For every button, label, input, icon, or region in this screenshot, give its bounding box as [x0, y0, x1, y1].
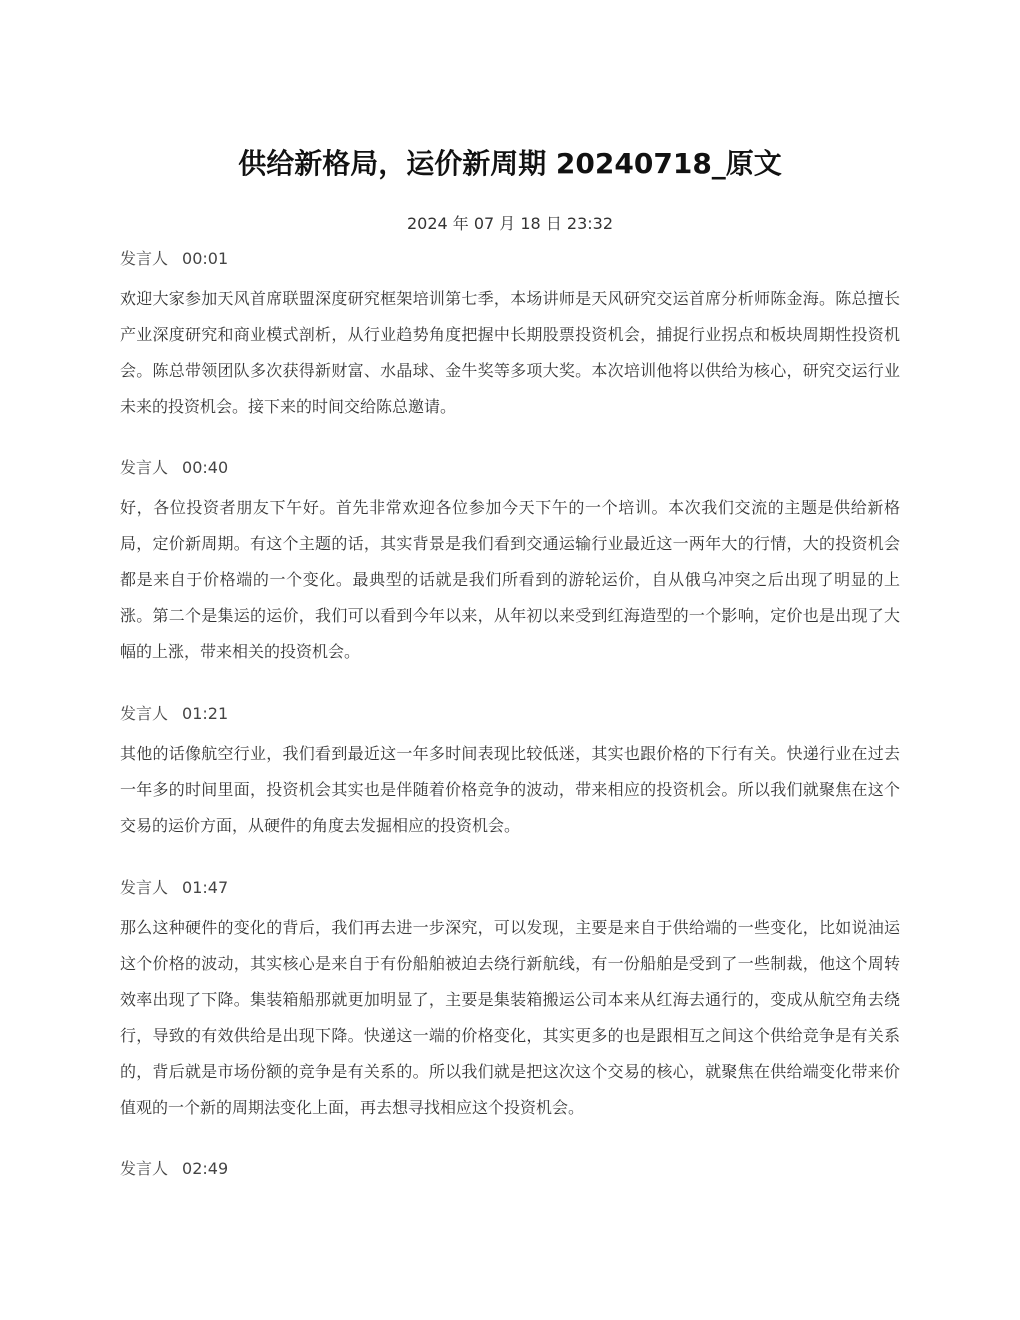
transcript-segment: [120, 876, 900, 1126]
transcript-segment: [120, 456, 900, 670]
document-date: 2024 年 07 月 18 日 23:32: [406, 214, 614, 233]
document-title: 供给新格局，运价新周期 20240718_原文: [238, 147, 782, 180]
speaker-line: [120, 1157, 900, 1181]
speaker-label: 发言人: [120, 1159, 169, 1178]
timestamp: 00:40: [182, 458, 229, 477]
timestamp: 01:47: [182, 878, 229, 897]
speaker-line: [120, 456, 900, 480]
transcript-paragraph: 那么这种硬件的变化的背后，我们再去进一步深究，可以发现，主要是来自于供给端的一些变化，比如说油运这个价格的波动，其实核心是来自于有份船舶被迫去绕行新航线，有一份船舶是受到了一些制裁，他这个周转效率出现了下降。集装箱船那就更加明显了，主要是集装箱搬运公司本来从红海去通行的，变成从航空角去绕行，导致的有效供给是出现下降。快递这一端的价格变化，其实更多的也是跟相互之间这个供给竞争是有关系的，背后就是市场份额的竞争是有关系的。所以我们就是把这次这个交易的核心，就聚焦在供给端变化带来价值观的一个新的周期法变化上面，再去想寻找相应这个投资机会。: [120, 918, 900, 1117]
speaker-line: [120, 247, 900, 271]
transcript-paragraph: 欢迎大家参加天风首席联盟深度研究框架培训第七季，本场讲师是天风研究交运首席分析师陈金海。陈总擅长产业深度研究和商业模式剖析，从行业趋势角度把握中长期股票投资机会，捕捉行业拐点和板块周期性投资机会。陈总带领团队多次获得新财富、水晶球、金牛奖等多项大奖。本次培训他将以供给为核心，研究交运行业未来的投资机会。接下来的时间交给陈总邀请。: [120, 289, 900, 416]
transcript-segment: [120, 1157, 900, 1181]
speaker-label: 发言人: [120, 458, 169, 477]
speaker-label: 发言人: [120, 878, 169, 897]
speaker-line: [120, 876, 900, 900]
speaker-label: 发言人: [120, 704, 169, 723]
speaker-label: 发言人: [120, 249, 169, 268]
transcript-paragraph: 其他的话像航空行业，我们看到最近这一年多时间表现比较低迷，其实也跟价格的下行有关。快递行业在过去一年多的时间里面，投资机会其实也是伴随着价格竞争的波动，带来相应的投资机会。所以我们就聚焦在这个交易的运价方面，从硬件的角度去发掘相应的投资机会。: [120, 744, 900, 835]
speaker-line: [120, 702, 900, 726]
timestamp: 00:01: [182, 249, 229, 268]
transcript-segment: [120, 247, 900, 425]
timestamp: 01:21: [182, 704, 229, 723]
transcript-segment: [120, 702, 900, 844]
timestamp: 02:49: [182, 1159, 229, 1178]
transcript-paragraph: 好，各位投资者朋友下午好。首先非常欢迎各位参加今天下午的一个培训。本次我们交流的主题是供给新格局，定价新周期。有这个主题的话，其实背景是我们看到交通运输行业最近这一两年大的行情，大的投资机会都是来自于价格端的一个变化。最典型的话就是我们所看到的游轮运价，自从俄乌冲突之后出现了明显的上涨。第二个是集运的运价，我们可以看到今年以来，从年初以来受到红海造型的一个影响，定价也是出现了大幅的上涨，带来相关的投资机会。: [120, 498, 900, 661]
